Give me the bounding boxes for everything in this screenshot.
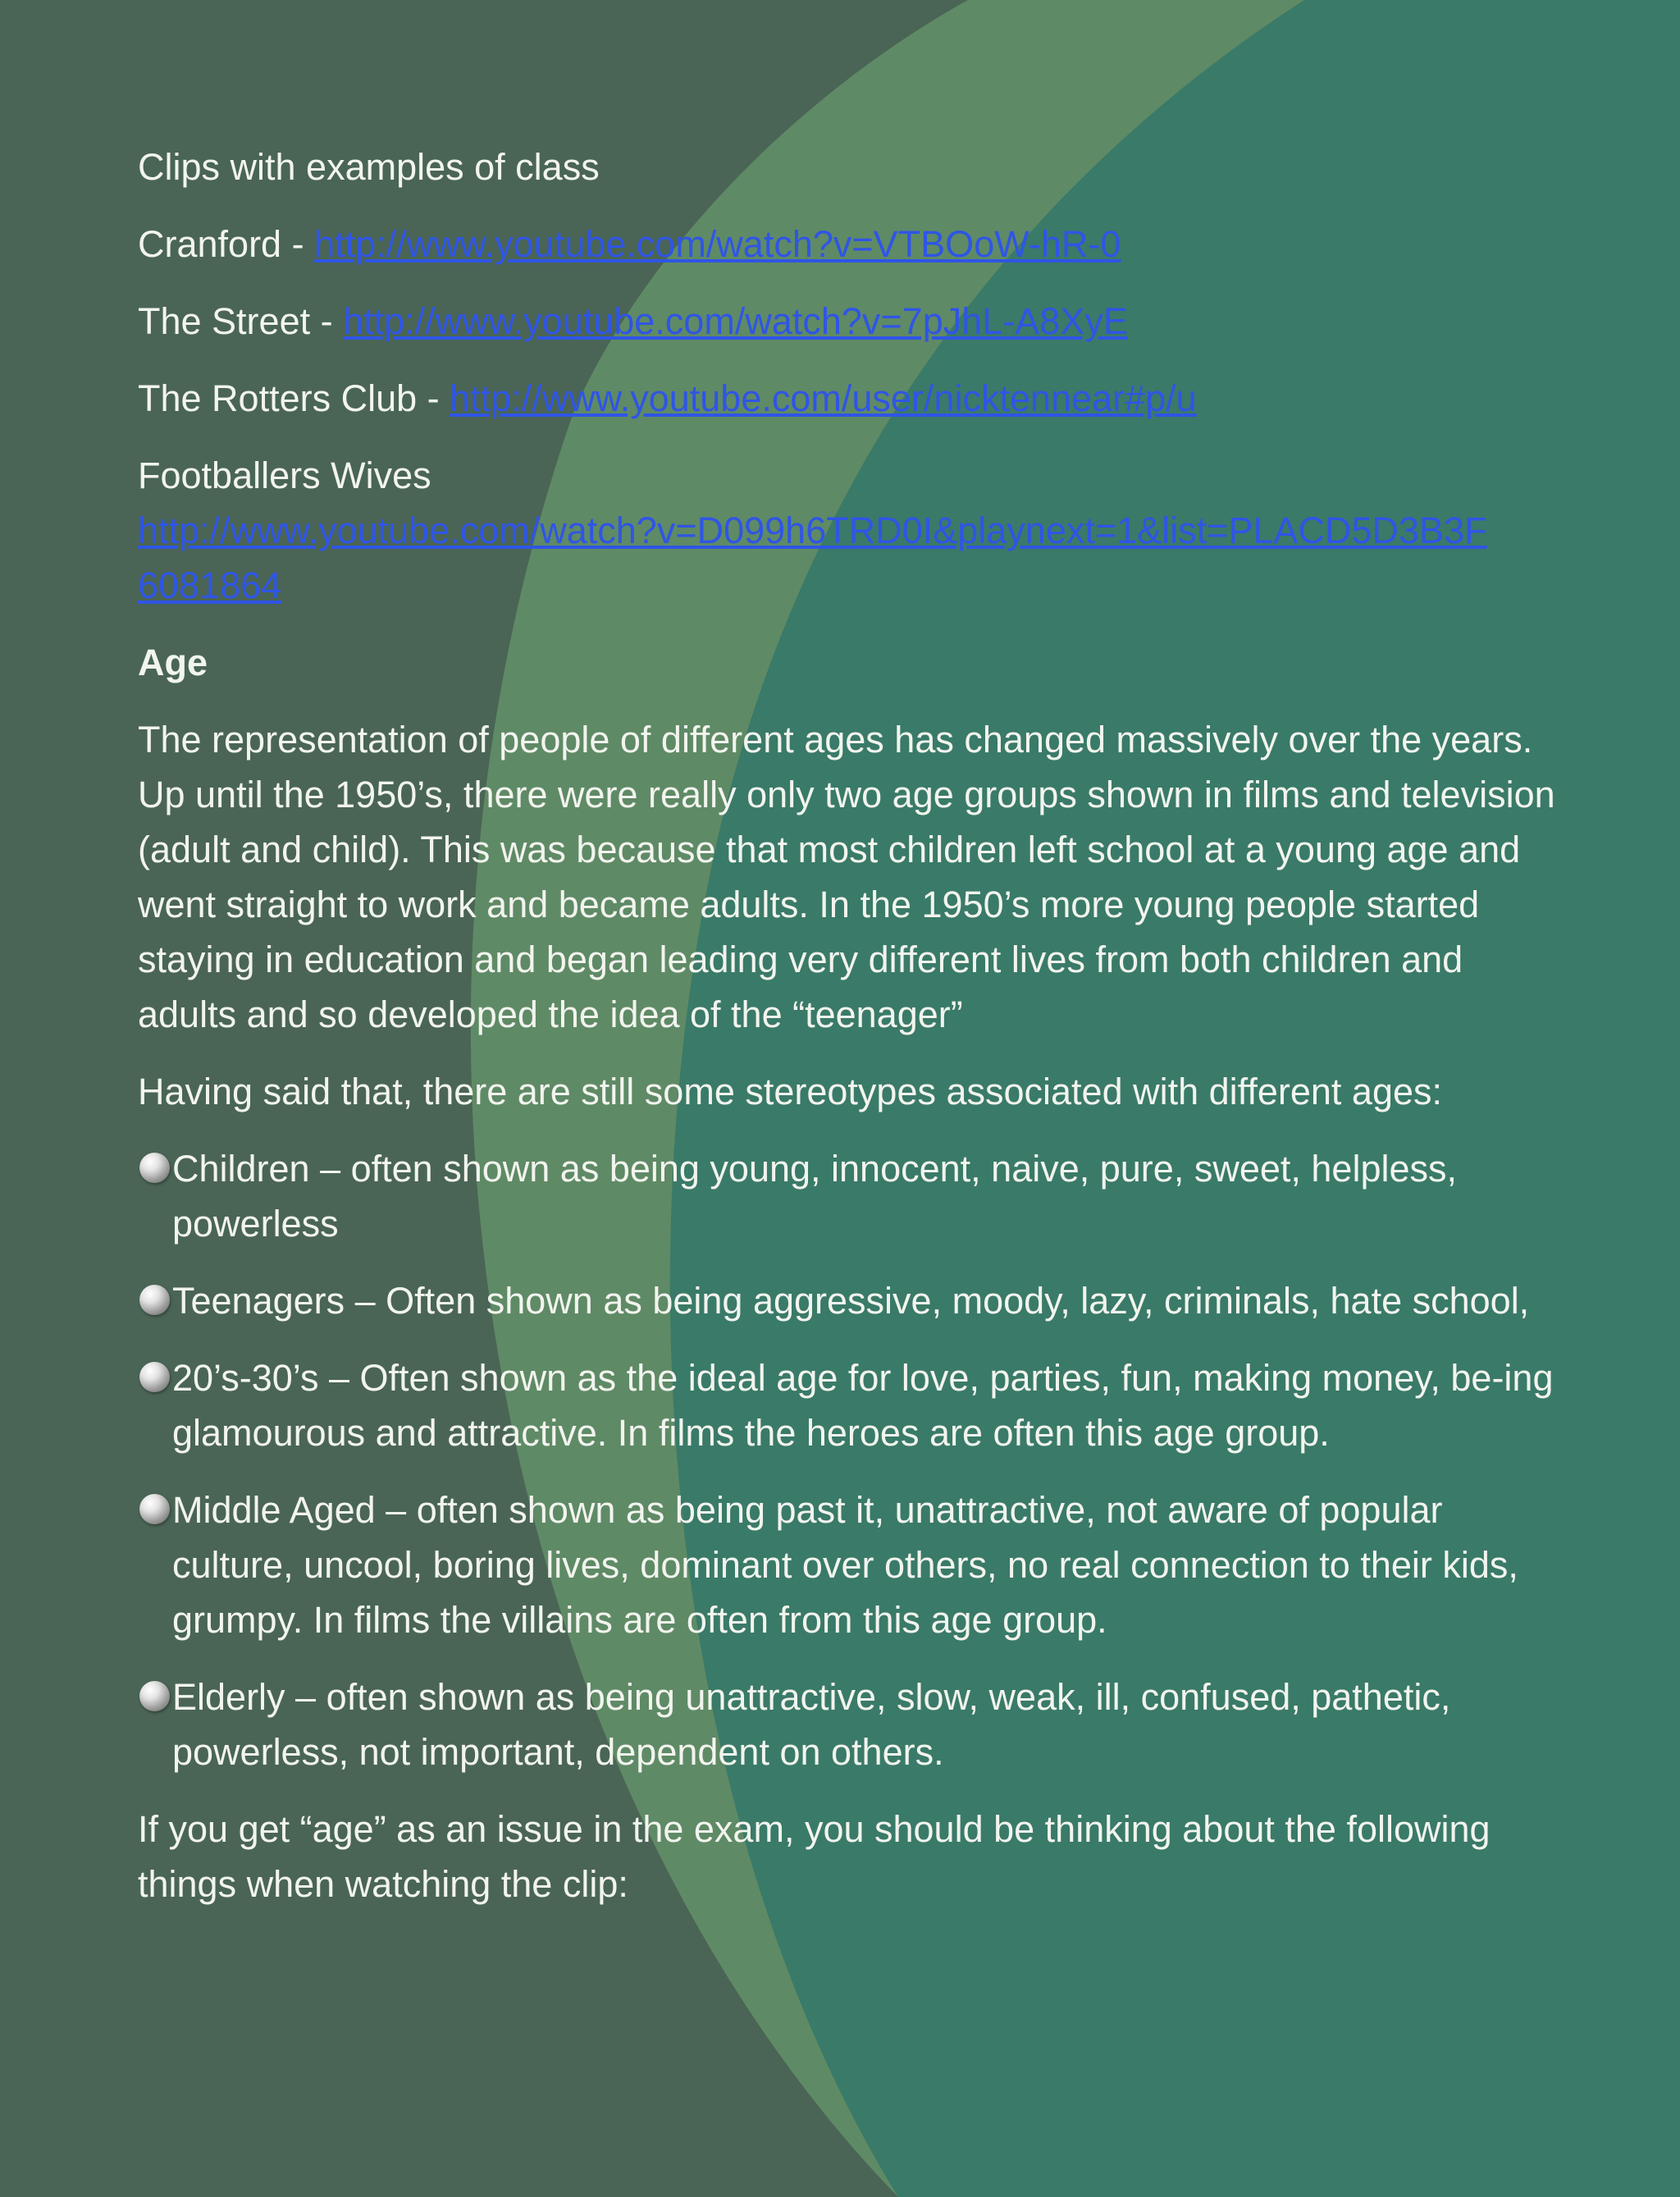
clips-title: Clips with examples of class	[138, 146, 600, 188]
clip-link-footballers-wives[interactable]: http://www.youtube.com/watch?v=D099h6TRD0I&playnext=1&list=PLACD5D3B3F	[138, 509, 1487, 551]
document-body	[138, 139, 1565, 1934]
clip-link-footballers-wives-cont[interactable]: 6081864	[138, 564, 282, 606]
clip-cranford	[138, 217, 1565, 272]
age-heading: Age	[138, 642, 208, 683]
list-item-text: Children – often shown as being young, innocent, naive, pure, sweet, helpless, powerless	[172, 1148, 1457, 1245]
closing-paragraph: If you get “age” as an issue in the exam, you should be thinking about the following things when watching the clip:	[138, 1808, 1491, 1905]
list-item	[138, 1350, 1565, 1460]
stereotype-list	[138, 1141, 1565, 1779]
list-item-text: Middle Aged – often shown as being past it, unattractive, not aware of popular culture, uncool, boring lives, dominant over others, no real connection to their kids, grumpy. In films the villains are often from this age group.	[172, 1489, 1518, 1641]
clip-link-the-street[interactable]: http://www.youtube.com/watch?v=7pJhL-A8XyE	[343, 300, 1128, 342]
list-item-text: Elderly – often shown as being unattractive, slow, weak, ill, confused, pathetic, powerless, not important, dependent on others.	[172, 1676, 1451, 1773]
list-item-text: Teenagers – Often shown as being aggressive, moody, lazy, criminals, hate school,	[172, 1280, 1530, 1322]
stereotype-intro: Having said that, there are still some stereotypes associated with different ages:	[138, 1071, 1443, 1112]
list-item	[138, 1273, 1565, 1328]
clip-footballers-wives	[138, 448, 1565, 613]
clip-rotters-club	[138, 371, 1565, 426]
clip-label: Cranford -	[138, 223, 315, 265]
pearl-bullet-icon	[139, 1681, 170, 1711]
pearl-bullet-icon	[139, 1494, 170, 1524]
pearl-bullet-icon	[139, 1285, 170, 1315]
intro-paragraph: The representation of people of different ages has changed massively over the years. Up until the 1950’s, there were really only two age groups shown in films and television (adult and child). This was because that most children left school at a young age and went straight to work and became adults. In the 1950’s more young people started staying in education and began leading very different lives from both children and adults and so developed the idea of the “teenager”	[138, 719, 1555, 1035]
clip-label: The Rotters Club -	[138, 377, 450, 419]
list-item-text: 20’s-30’s – Often shown as the ideal age for love, parties, fun, making money, be-ing glamourous and attractive. In films the heroes are often this age group.	[172, 1357, 1554, 1454]
clip-link-cranford[interactable]: http://www.youtube.com/watch?v=VTBOoW-hR-0	[314, 223, 1121, 265]
list-item	[138, 1141, 1565, 1251]
clip-label: The Street -	[138, 300, 344, 342]
list-item	[138, 1669, 1565, 1779]
clip-label: Footballers Wives	[138, 454, 431, 496]
clip-the-street	[138, 294, 1565, 349]
clip-link-rotters-club[interactable]: http://www.youtube.com/user/nicktennear#p/u	[450, 377, 1197, 419]
list-item	[138, 1482, 1565, 1647]
pearl-bullet-icon	[139, 1362, 170, 1392]
pearl-bullet-icon	[139, 1153, 170, 1183]
